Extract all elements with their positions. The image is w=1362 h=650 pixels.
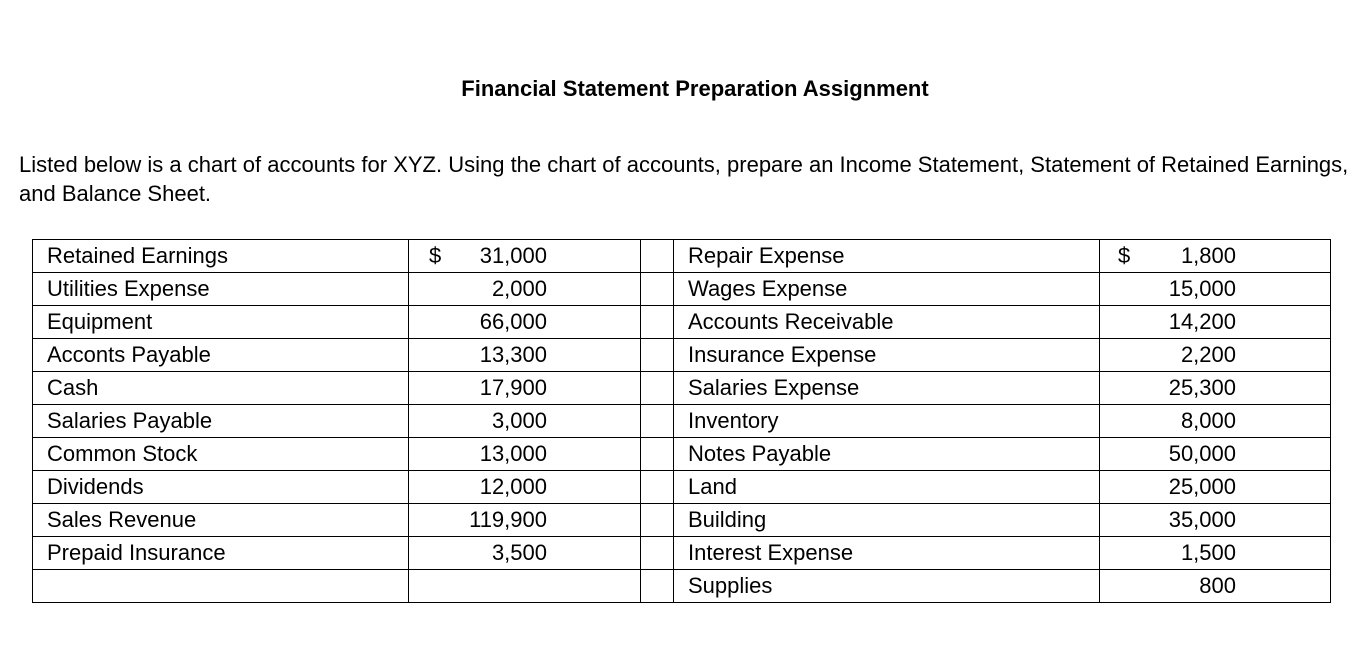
right-account-amount-cell [1100, 339, 1331, 372]
right-account-amount: 1,800 [1180, 243, 1236, 268]
left-account-amount-cell [409, 372, 641, 405]
spacer-cell [641, 306, 674, 339]
left-account-amount: 2,000 [491, 276, 547, 301]
left-account-name [33, 570, 409, 603]
right-account-name: Insurance Expense [674, 339, 1100, 372]
table-row [33, 438, 1331, 471]
table-row [33, 570, 1331, 603]
left-account-amount: 13,300 [479, 342, 547, 367]
spacer-cell [641, 339, 674, 372]
left-account-amount: 12,000 [479, 474, 547, 499]
right-account-amount: 8,000 [1180, 408, 1236, 433]
left-account-name: Utilities Expense [33, 273, 409, 306]
spacer-cell [641, 471, 674, 504]
right-account-amount: 50,000 [1168, 441, 1236, 466]
right-account-amount-cell [1100, 537, 1331, 570]
table-row [33, 504, 1331, 537]
accounts-table-body [33, 240, 1331, 603]
right-account-name: Salaries Expense [674, 372, 1100, 405]
currency-symbol: $ [429, 243, 442, 268]
table-row [33, 306, 1331, 339]
right-account-amount-cell [1100, 405, 1331, 438]
currency-symbol: $ [1118, 243, 1131, 268]
right-account-name: Building [674, 504, 1100, 537]
left-account-amount: 31,000 [479, 243, 547, 268]
chart-of-accounts-table [32, 239, 1331, 603]
left-account-amount-cell [409, 240, 641, 273]
left-account-amount: 3,500 [491, 540, 547, 565]
left-account-name: Dividends [33, 471, 409, 504]
left-account-amount-cell [409, 339, 641, 372]
right-account-amount: 14,200 [1168, 309, 1236, 334]
left-account-name: Salaries Payable [33, 405, 409, 438]
right-account-name: Accounts Receivable [674, 306, 1100, 339]
right-account-name: Supplies [674, 570, 1100, 603]
spacer-cell [641, 570, 674, 603]
right-account-amount: 2,200 [1180, 342, 1236, 367]
table-row [33, 405, 1331, 438]
right-account-amount: 15,000 [1168, 276, 1236, 301]
right-account-amount-cell [1100, 570, 1331, 603]
right-account-amount-cell [1100, 504, 1331, 537]
left-account-amount: 17,900 [479, 375, 547, 400]
left-account-name: Cash [33, 372, 409, 405]
right-account-amount-cell [1100, 372, 1331, 405]
right-account-name: Interest Expense [674, 537, 1100, 570]
left-account-amount: 119,900 [469, 507, 547, 532]
right-account-amount-cell [1100, 471, 1331, 504]
right-account-amount-cell [1100, 306, 1331, 339]
right-account-name: Land [674, 471, 1100, 504]
right-account-name: Notes Payable [674, 438, 1100, 471]
spacer-cell [641, 537, 674, 570]
left-account-amount: 66,000 [479, 309, 547, 334]
left-account-amount-cell [409, 570, 641, 603]
table-row [33, 537, 1331, 570]
table-row [33, 471, 1331, 504]
left-account-name: Retained Earnings [33, 240, 409, 273]
right-account-amount-cell [1100, 438, 1331, 471]
left-account-name: Prepaid Insurance [33, 537, 409, 570]
right-account-name: Inventory [674, 405, 1100, 438]
left-account-amount-cell [409, 537, 641, 570]
right-account-amount: 1,500 [1180, 540, 1236, 565]
left-account-amount: 13,000 [479, 441, 547, 466]
left-account-amount: 3,000 [491, 408, 547, 433]
right-account-amount-cell [1100, 273, 1331, 306]
spacer-cell [641, 504, 674, 537]
left-account-name: Equipment [33, 306, 409, 339]
spacer-cell [641, 438, 674, 471]
left-account-amount-cell [409, 438, 641, 471]
table-row [33, 339, 1331, 372]
right-account-name: Wages Expense [674, 273, 1100, 306]
left-account-name: Common Stock [33, 438, 409, 471]
spacer-cell [641, 372, 674, 405]
left-account-amount-cell [409, 306, 641, 339]
right-account-amount: 35,000 [1168, 507, 1236, 532]
table-row [33, 273, 1331, 306]
left-account-amount-cell [409, 405, 641, 438]
spacer-cell [641, 240, 674, 273]
right-account-name: Repair Expense [674, 240, 1100, 273]
left-account-name: Sales Revenue [33, 504, 409, 537]
spacer-cell [641, 405, 674, 438]
right-account-amount: 25,000 [1168, 474, 1236, 499]
right-account-amount-cell [1100, 240, 1331, 273]
right-account-amount: 25,300 [1168, 375, 1236, 400]
left-account-amount-cell [409, 504, 641, 537]
assignment-instructions: Listed below is a chart of accounts for XYZ. Using the chart of accounts, prepare an Income Statement, Statement of Retained Earnings, and Balance Sheet. [19, 152, 1349, 206]
spacer-cell [641, 273, 674, 306]
table-row [33, 240, 1331, 273]
table-row [33, 372, 1331, 405]
page-title: Financial Statement Preparation Assignment [461, 76, 929, 101]
left-account-amount-cell [409, 273, 641, 306]
right-account-amount: 800 [1199, 573, 1236, 598]
left-account-name: Acconts Payable [33, 339, 409, 372]
left-account-amount-cell [409, 471, 641, 504]
